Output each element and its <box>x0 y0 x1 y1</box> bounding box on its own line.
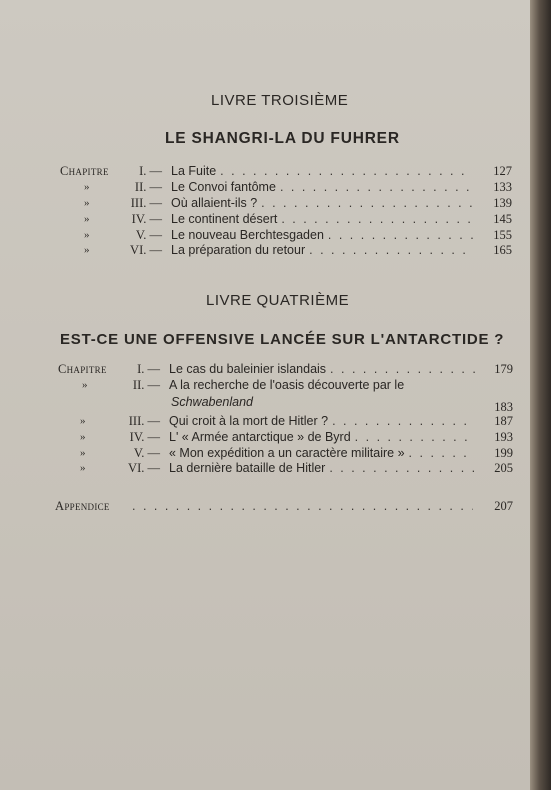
page-number: 207 <box>494 499 513 513</box>
appendice-label: Appendice <box>55 499 110 513</box>
chapter-title-line <box>169 461 475 476</box>
ditto-mark: » <box>80 447 86 459</box>
page-number: 205 <box>494 461 513 475</box>
ditto-mark: » <box>84 213 90 225</box>
chapter-title: A la recherche de l'oasis découverte par le <box>169 378 405 392</box>
leader-dots <box>332 414 475 429</box>
chapter-title: Le continent désert <box>171 212 278 226</box>
chapter-title-line <box>171 180 473 195</box>
page-number: 145 <box>493 212 512 226</box>
chapter-title: La Fuite <box>171 164 217 178</box>
page-number: 187 <box>494 414 513 428</box>
toc-row-continued <box>0 395 530 414</box>
chapter-number: V. — <box>135 228 162 242</box>
toc-row <box>0 212 530 227</box>
chapter-number: IV. — <box>129 430 160 444</box>
chapter-title-line <box>171 212 473 227</box>
toc-row <box>0 414 530 429</box>
chapter-title: La préparation du retour <box>171 243 306 257</box>
page-number: 155 <box>493 228 512 242</box>
toc-row <box>0 164 530 179</box>
page-number: 199 <box>494 446 513 460</box>
chapter-label: Chapitre <box>60 164 109 178</box>
toc-row <box>0 362 530 377</box>
chapter-label: Chapitre <box>58 362 107 376</box>
leader-dots <box>220 164 473 179</box>
livre3-heading: LIVRE TROISIÈME <box>211 92 349 109</box>
chapter-title-line <box>171 196 473 211</box>
ditto-mark: » <box>84 197 90 209</box>
chapter-title-line <box>171 395 475 410</box>
livre3-title: LE SHANGRI-LA DU FUHRER <box>165 130 400 147</box>
page-number: 179 <box>494 362 513 376</box>
chapter-title: L' « Armée antarctique » de Byrd <box>169 430 351 444</box>
toc-row <box>0 243 530 258</box>
chapter-title: Le cas du baleinier islandais <box>169 362 327 376</box>
toc-row <box>0 378 530 393</box>
chapter-title: Le Convoi fantôme <box>171 180 276 194</box>
chapter-title-line <box>169 362 475 377</box>
chapter-title: Le nouveau Berchtesgaden <box>171 228 324 242</box>
chapter-title-line <box>169 430 475 445</box>
chapter-number: III. — <box>128 414 160 428</box>
leader-dots <box>281 212 473 227</box>
chapter-title-line <box>171 243 473 258</box>
leader-dots <box>330 362 475 377</box>
leader-dots <box>409 446 475 461</box>
chapter-number: II. — <box>132 378 160 392</box>
livre4-heading: LIVRE QUATRIÈME <box>206 292 350 309</box>
chapter-number: VI. — <box>128 461 160 475</box>
chapter-number: VI. — <box>130 243 162 257</box>
book-spine-edge <box>530 0 551 790</box>
page-number: 183 <box>494 400 513 414</box>
toc-row <box>0 228 530 243</box>
chapter-title-line <box>169 378 475 393</box>
chapter-title: « Mon expédition a un caractère militaire » <box>169 446 405 460</box>
leader-dots <box>132 499 473 514</box>
leader-dots <box>261 196 473 211</box>
toc-row-appendice <box>0 499 530 514</box>
chapter-number: III. — <box>130 196 162 210</box>
chapter-title-line <box>171 164 473 179</box>
chapter-number: II. — <box>134 180 162 194</box>
leader-dots <box>329 461 475 476</box>
leader-dots <box>309 243 473 258</box>
appendice-leader-line <box>132 499 473 514</box>
toc-row <box>0 461 530 476</box>
ditto-mark: » <box>80 462 86 474</box>
livre4-title: EST-CE UNE OFFENSIVE LANCÉE SUR L'ANTARCTIDE ? <box>60 331 505 348</box>
leader-dots <box>355 430 475 445</box>
ditto-mark: » <box>82 379 88 391</box>
ditto-mark: » <box>84 229 90 241</box>
chapter-title-line <box>169 446 475 461</box>
toc-row <box>0 446 530 461</box>
ditto-mark: » <box>80 415 86 427</box>
page-number: 139 <box>493 196 512 210</box>
toc-row <box>0 196 530 211</box>
chapter-title: Où allaient-ils ? <box>171 196 258 210</box>
leader-dots <box>328 228 473 243</box>
page-number: 133 <box>493 180 512 194</box>
chapter-title-line <box>169 414 475 429</box>
chapter-title-continued: Schwabenland <box>171 395 254 409</box>
chapter-title: Qui croit à la mort de Hitler ? <box>169 414 329 428</box>
chapter-number: V. — <box>133 446 160 460</box>
toc-row <box>0 430 530 445</box>
page-number: 193 <box>494 430 513 444</box>
ditto-mark: » <box>84 244 90 256</box>
leader-dots <box>280 180 473 195</box>
page-number: 165 <box>493 243 512 257</box>
chapter-number: I. — <box>139 164 162 178</box>
chapter-number: I. — <box>137 362 160 376</box>
page-number: 127 <box>493 164 512 178</box>
chapter-number: IV. — <box>131 212 162 226</box>
chapter-title: La dernière bataille de Hitler <box>169 461 326 475</box>
toc-row <box>0 180 530 195</box>
ditto-mark: » <box>80 431 86 443</box>
ditto-mark: » <box>84 181 90 193</box>
chapter-title-line <box>171 228 473 243</box>
